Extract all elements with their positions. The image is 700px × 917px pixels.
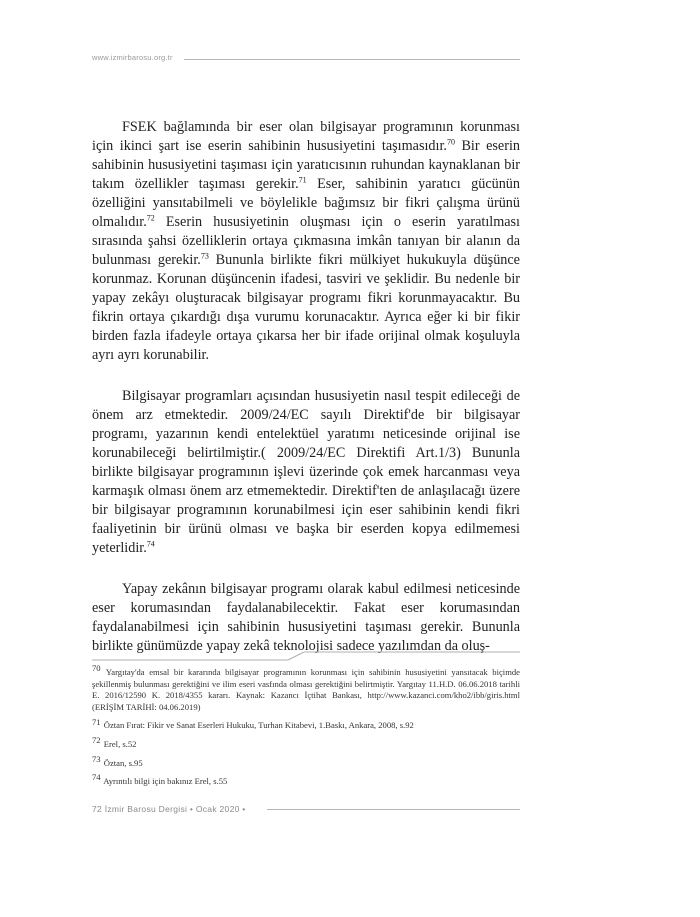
paragraph-1	[92, 118, 520, 365]
footnote-text: Yargıtay'da emsal bir kararında bilgisayar programının korunması için sahibinin hususiyetini yansıtacak biçimde şekillenmiş bulunması gerektiğini ve ilim eseri vasfında olması gerektiğini belirtmiştir. Yargıtay 11.H.D. 06.06.2018 tarihli E. 2016/12590 K. 2018/4355 kararı. Kaynak: Kazancı İçtihat Bankası, http://www.kazanci.com/kho2/ibb/giris.html (ERİŞİM TARİHİ: 04.06.2019)	[92, 667, 520, 712]
header-url: www.izmirbarosu.org.tr	[92, 53, 173, 62]
footnote-number: 71	[92, 716, 101, 727]
footnote-number: 70	[92, 663, 101, 674]
footnote-74	[92, 772, 520, 788]
paragraph-1-text-5: Bununla birlikte fikri mülkiyet hukukuyla düşünce korunmaz. Korunan düşüncenin ifadesi, tasviri ve şeklidir. Bu nedenle bir yapay zekâyı oluşturacak bilgisayar programı fikri korunmayacaktır. Bu fikrin ortaya çıkardığı dışa vurumu korunacaktır. Ayrıca eğer ki bir fikir birden fazla ifadeyle ortaya çıkarsa her bir ifade orijinal olmak koşuluyla ayrı ayrı korunabilir.	[92, 252, 520, 363]
footnote-ref-72[interactable]: 72	[146, 213, 155, 223]
footnotes	[92, 663, 520, 795]
paragraph-1-text-1: FSEK bağlamında bir eser olan bilgisayar programının korunması için ikinci şart ise eserin sahibinin hususiyetini taşımasıdır.	[92, 119, 520, 154]
main-text	[92, 118, 520, 678]
footnote-ref-70[interactable]: 70	[446, 137, 455, 147]
footnote-71	[92, 716, 520, 732]
paragraph-2-text-1: Bilgisayar programları açısından hususiyetin nasıl tespit edileceği de önem arz etmektedir. 2009/24/EC sayılı Direktif'de bir bilgisayar programı, yazarının kendi entelektüel yaratımı neticesinde orijinal ise korunabileceği belirtilmiştir.( 2009/24/EC Direktifi Art.1/3) Bununla birlikte bilgisayar programının işlevi üzerinde çok emek harcanması veya karmaşık olması önem arz etmemektedir. Direktif'ten de anlaşılacağı üzere bir bilgisayar programının korunabilmesi için eser sahibinin kendi fikri faaliyetinin bir ürünü olması ve başka bir eserden kopya edilmemesi yeterlidir.	[92, 388, 520, 556]
footnote-ref-74[interactable]: 74	[146, 539, 155, 549]
footnote-separator	[92, 650, 520, 664]
header-rule	[184, 59, 520, 60]
footer-rule	[267, 809, 520, 810]
paragraph-3	[92, 580, 520, 656]
footnote-number: 74	[92, 772, 101, 783]
page-header	[92, 51, 520, 67]
footnote-text: Ayrıntılı bilgi için bakınız Erel, s.55	[103, 776, 228, 787]
footnote-ref-73[interactable]: 73	[200, 251, 209, 261]
footnote-73	[92, 753, 520, 770]
paragraph-1-text-4: Eserin hususiyetinin oluşması için o eserin yaratılması sırasında şahsi özelliklerin ortaya çıkmasına imkân tanıyan bir alanın da bulunması gerekir.	[92, 214, 520, 268]
page-footer	[92, 804, 520, 818]
footer-text: 72 İzmir Barosu Dergisi • Ocak 2020 •	[92, 804, 246, 814]
paragraph-1-text-2: Bir eserin sahibinin hususiyetini taşıması için yaratıcısının ruhundan kaynaklanan bir takım özellikler taşıması gerekir.	[92, 138, 520, 192]
footnote-text: Erel, s.52	[103, 738, 137, 749]
footnote-text: Öztan Fırat: Fikir ve Sanat Eserleri Hukuku, Turhan Kitabevi, 1.Baskı, Ankara, 2008, s.92	[103, 720, 414, 731]
footnote-70	[92, 663, 520, 713]
footnote-text: Öztan, s.95	[103, 757, 143, 768]
footnote-72	[92, 735, 520, 751]
footnote-ref-71[interactable]: 71	[298, 175, 307, 185]
paragraph-3-text-1: Yapay zekânın bilgisayar programı olarak kabul edilmesi neticesinde eser korumasından faydalanabilecektir. Fakat eser korumasından faydalanabilmesi için sahibinin hususiyetini taşıması gerekir. Bununla birlikte günümüzde yapay zekâ teknolojisi sadece yazılımdan da oluş-	[92, 581, 520, 654]
footnote-number: 73	[92, 753, 101, 764]
footnote-number: 72	[92, 735, 101, 746]
paragraph-1-text-3: Eser, sahibinin yaratıcı gücünün özelliğini yansıtabilmeli ve böylelikle bağımsız bir fikri çalışma ürünü olmalıdır.	[92, 176, 520, 230]
paragraph-2	[92, 387, 520, 558]
